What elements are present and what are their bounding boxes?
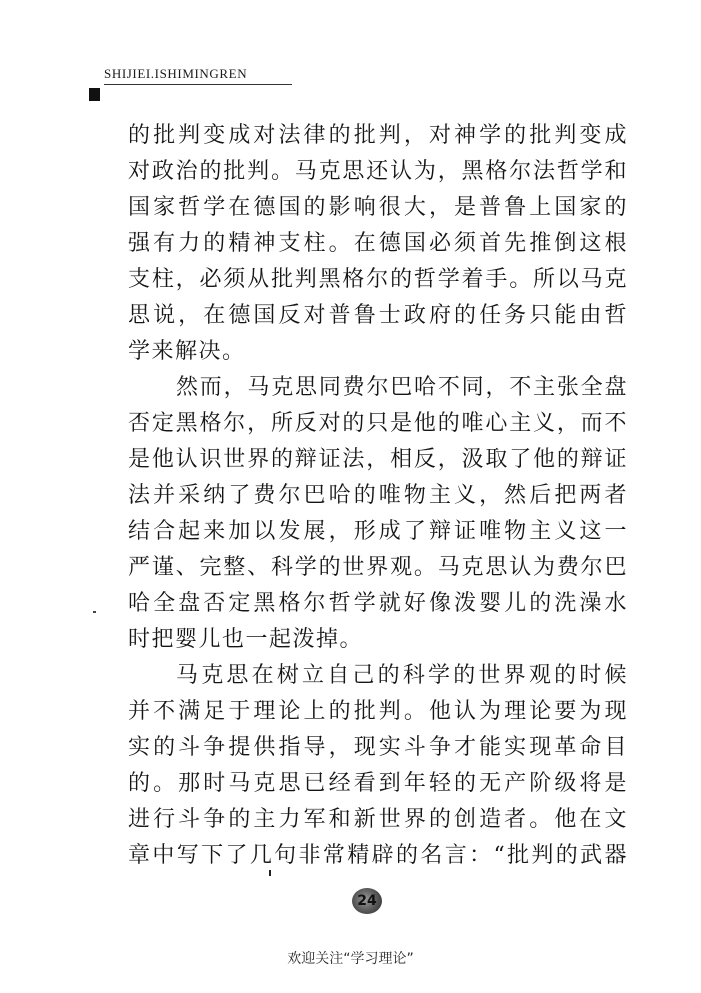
- text-line: 是他认识世界的辩证法，相反，汲取了他的辩证: [128, 447, 628, 472]
- text-line: 严谨、完整、科学的世界观。马克思认为费尔巴: [128, 555, 628, 580]
- text-line: 的。那时马克思已经看到年轻的无产阶级将是: [128, 771, 628, 796]
- text-line: 的批判变成对法律的批判，对神学的批判变成: [128, 123, 628, 148]
- text-line: 国家哲学在德国的影响很大，是普鲁上国家的: [128, 195, 628, 220]
- text-line: 强有力的精神支柱。在德国必须首先推倒这根: [128, 231, 628, 256]
- text-line: 并不满足于理论上的批判。他认为理论要为现: [128, 699, 628, 724]
- text-line: 然而，马克思同费尔巴哈不同，不主张全盘: [176, 375, 628, 400]
- text-line: 哈全盘否定黑格尔哲学就好像泼婴儿的洗澡水: [128, 591, 628, 616]
- scan-speck: [93, 611, 96, 613]
- header-block-mark: [89, 88, 100, 101]
- text-line: 结合起来加以发展，形成了辩证唯物主义这一: [128, 519, 628, 544]
- running-head: SHIJIEI.ISHIMINGREN: [104, 66, 248, 81]
- text-line: 对政治的批判。马克思还认为，黑格尔法哲学和: [128, 159, 628, 184]
- text-line: 思说，在德国反对普鲁士政府的任务只能由哲: [128, 303, 628, 328]
- text-line: 时把婴儿也一起泼掉。: [128, 627, 364, 652]
- body-text: [128, 118, 628, 874]
- text-line: 实的斗争提供指导，现实斗争才能实现革命目: [128, 735, 628, 760]
- text-line: 否定黑格尔，所反对的只是他的唯心主义，而不: [128, 411, 628, 436]
- text-line: 法并采纳了费尔巴哈的唯物主义，然后把两者: [128, 483, 628, 508]
- footer-watermark: 欢迎关注“学习理论”: [287, 951, 414, 967]
- text-line: 支柱，必须从批判黑格尔的哲学着手。所以马克: [128, 267, 628, 292]
- text-line: 马克思在树立自己的科学的世界观的时候: [176, 663, 628, 688]
- text-line: 学来解决。: [128, 339, 246, 364]
- text-line: 进行斗争的主力军和新世界的创造者。他在文: [128, 807, 628, 832]
- header-rule: [104, 84, 292, 85]
- scan-tick-mark: [269, 870, 271, 876]
- page-number: 24: [352, 888, 382, 914]
- text-line: 章中写下了几句非常精辟的名言：“批判的武器: [128, 843, 628, 868]
